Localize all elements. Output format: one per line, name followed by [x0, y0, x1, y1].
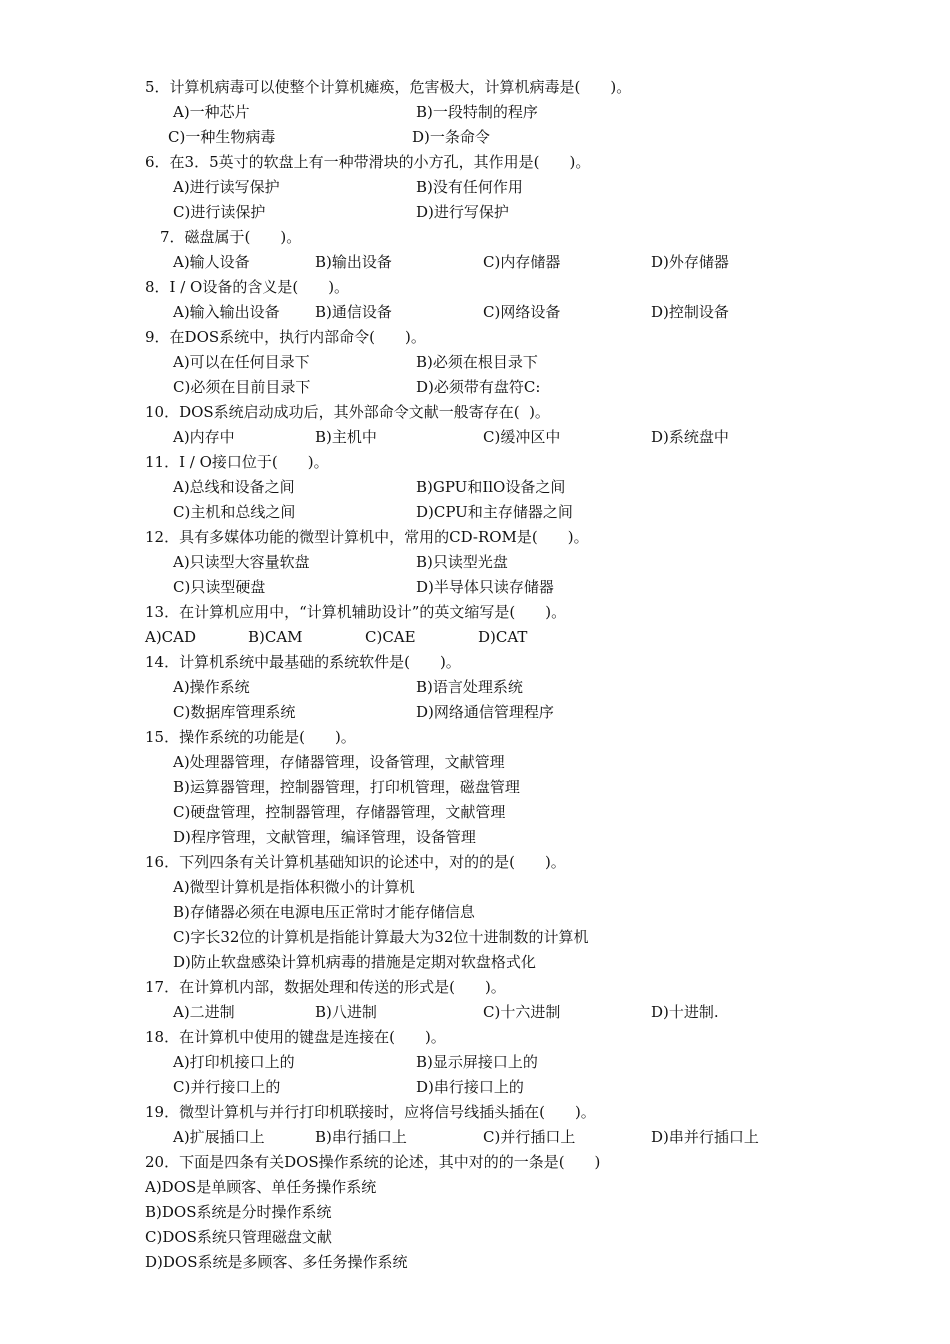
question-20-stem: 20．下面是四条有关DOS操作系统的论述，其中对的的一条是( ) — [145, 1153, 601, 1171]
question-5-option-c: C)一种生物病毒 — [168, 128, 276, 146]
question-12-option-c: C)只读型硬盘 — [173, 578, 266, 596]
question-19-option-c: C)并行插口上 — [483, 1128, 576, 1146]
question-8-option-b: B)通信设备 — [315, 303, 392, 321]
question-20-option-b: B)DOS系统是分时操作系统 — [145, 1203, 332, 1221]
question-18-option-d: D)串行接口上的 — [416, 1078, 524, 1096]
question-18-option-b: B)显示屏接口上的 — [416, 1053, 538, 1071]
question-8-stem: 8．I / O设备的含义是( )。 — [145, 278, 350, 296]
question-8-option-c: C)网络设备 — [483, 303, 561, 321]
question-7-option-b: B)输出设备 — [315, 253, 392, 271]
question-10-option-d: D)系统盘中 — [651, 428, 729, 446]
question-16-option-d: D)防止软盘感染计算机病毒的措施是定期对软盘格式化 — [173, 953, 536, 971]
question-19-option-b: B)串行插口上 — [315, 1128, 407, 1146]
question-7-option-a: A)输人设备 — [173, 253, 250, 271]
question-20-option-a: A)DOS是单顾客、单任务操作系统 — [145, 1178, 377, 1196]
question-11-option-b: B)GPU和IlO设备之间 — [416, 478, 566, 496]
question-14-option-b: B)语言处理系统 — [416, 678, 523, 696]
question-15-option-b: B)运算器管理，控制器管理，打印机管理，磁盘管理 — [173, 778, 520, 796]
question-9-option-a: A)可以在任何目录下 — [173, 353, 310, 371]
question-6-option-a: A)进行读写保护 — [173, 178, 280, 196]
question-13-option-a: A)CAD — [145, 628, 197, 646]
question-16-option-c: C)字长32位的计算机是指能计算最大为32位十进制数的计算机 — [173, 928, 589, 946]
question-16-stem: 16．下列四条有关计算机基础知识的论述中，对的的是( )。 — [145, 853, 566, 871]
question-11-option-d: D)CPU和主存储器之间 — [416, 503, 573, 521]
question-14-option-c: C)数据库管理系统 — [173, 703, 296, 721]
question-14-option-d: D)网络通信管理程序 — [416, 703, 554, 721]
question-11-stem: 11．I / O接口位于( )。 — [145, 453, 329, 471]
question-16-option-b: B)存储器必须在电源电压正常时才能存储信息 — [173, 903, 475, 921]
question-7-option-d: D)外存储器 — [651, 253, 729, 271]
question-10-option-a: A)内存中 — [173, 428, 235, 446]
question-14-option-a: A)操作系统 — [173, 678, 250, 696]
question-19-option-d: D)串并行插口上 — [651, 1128, 759, 1146]
question-17-stem: 17．在计算机内部，数据处理和传送的形式是( )。 — [145, 978, 506, 996]
question-6-stem: 6．在3．5英寸的软盘上有一种带滑块的小方孔，其作用是( )。 — [145, 153, 591, 171]
question-18-option-a: A)打印机接口上的 — [173, 1053, 295, 1071]
question-18-option-c: C)并行接口上的 — [173, 1078, 281, 1096]
question-5-option-d: D)一条命令 — [412, 128, 490, 146]
question-9-option-d: D)必须带有盘符C: — [416, 378, 541, 396]
question-13-stem: 13．在计算机应用中，“计算机辅助设计”的英文缩写是( )。 — [145, 603, 567, 621]
question-20-option-d: D)DOS系统是多顾客、多任务操作系统 — [145, 1253, 408, 1271]
question-15-option-c: C)硬盘管理，控制器管理，存储器管理，文献管理 — [173, 803, 506, 821]
question-9-stem: 9．在DOS系统中，执行内部命令( )。 — [145, 328, 426, 346]
question-16-option-a: A)微型计算机是指体积微小的计算机 — [173, 878, 415, 896]
question-5-option-b: B)一段特制的程序 — [416, 103, 538, 121]
question-13-option-b: B)CAM — [248, 628, 303, 646]
question-13-option-d: D)CAT — [478, 628, 528, 646]
question-9-option-b: B)必须在根目录下 — [416, 353, 538, 371]
question-10-option-b: B)主机中 — [315, 428, 377, 446]
question-19-option-a: A)扩展插口上 — [173, 1128, 265, 1146]
question-17-option-a: A)二进制 — [173, 1003, 235, 1021]
question-11-option-a: A)总线和设备之间 — [173, 478, 295, 496]
question-6-option-b: B)没有任何作用 — [416, 178, 523, 196]
question-20-option-c: C)DOS系统只管理磁盘文献 — [145, 1228, 332, 1246]
question-14-stem: 14．计算机系统中最基础的系统软件是( )。 — [145, 653, 461, 671]
question-6-option-c: C)进行读保护 — [173, 203, 266, 221]
question-8-option-a: A)输入输出设备 — [173, 303, 280, 321]
question-19-stem: 19．微型计算机与并行打印机联接时，应将信号线插头插在( )。 — [145, 1103, 596, 1121]
question-17-option-c: C)十六进制 — [483, 1003, 561, 1021]
question-12-stem: 12．具有多媒体功能的微型计算机中，常用的CD-ROM是( )。 — [145, 528, 589, 546]
question-15-stem: 15．操作系统的功能是( )。 — [145, 728, 356, 746]
question-18-stem: 18．在计算机中使用的键盘是连接在( )。 — [145, 1028, 446, 1046]
question-10-option-c: C)缓冲区中 — [483, 428, 561, 446]
question-7-option-c: C)内存储器 — [483, 253, 561, 271]
question-6-option-d: D)进行写保护 — [416, 203, 509, 221]
question-9-option-c: C)必须在目前目录下 — [173, 378, 311, 396]
question-17-option-d: D)十进制. — [651, 1003, 719, 1021]
question-5-option-a: A)一种芯片 — [173, 103, 250, 121]
question-11-option-c: C)主机和总线之间 — [173, 503, 296, 521]
question-12-option-a: A)只读型大容量软盘 — [173, 553, 310, 571]
question-15-option-a: A)处理器管理，存储器管理，设备管理，文献管理 — [173, 753, 505, 771]
question-17-option-b: B)八进制 — [315, 1003, 377, 1021]
question-15-option-d: D)程序管理，文献管理，编译管理，设备管理 — [173, 828, 476, 846]
question-13-option-c: C)CAE — [365, 628, 416, 646]
question-8-option-d: D)控制设备 — [651, 303, 729, 321]
question-5-stem: 5．计算机病毒可以使整个计算机瘫痪，危害极大，计算机病毒是( )。 — [145, 78, 632, 96]
question-12-option-b: B)只读型光盘 — [416, 553, 508, 571]
question-7-stem: 7．磁盘属于( )。 — [160, 228, 302, 246]
question-12-option-d: D)半导体只读存储器 — [416, 578, 554, 596]
question-10-stem: 10．DOS系统启动成功后，其外部命令文献一般寄存在( )。 — [145, 403, 550, 421]
